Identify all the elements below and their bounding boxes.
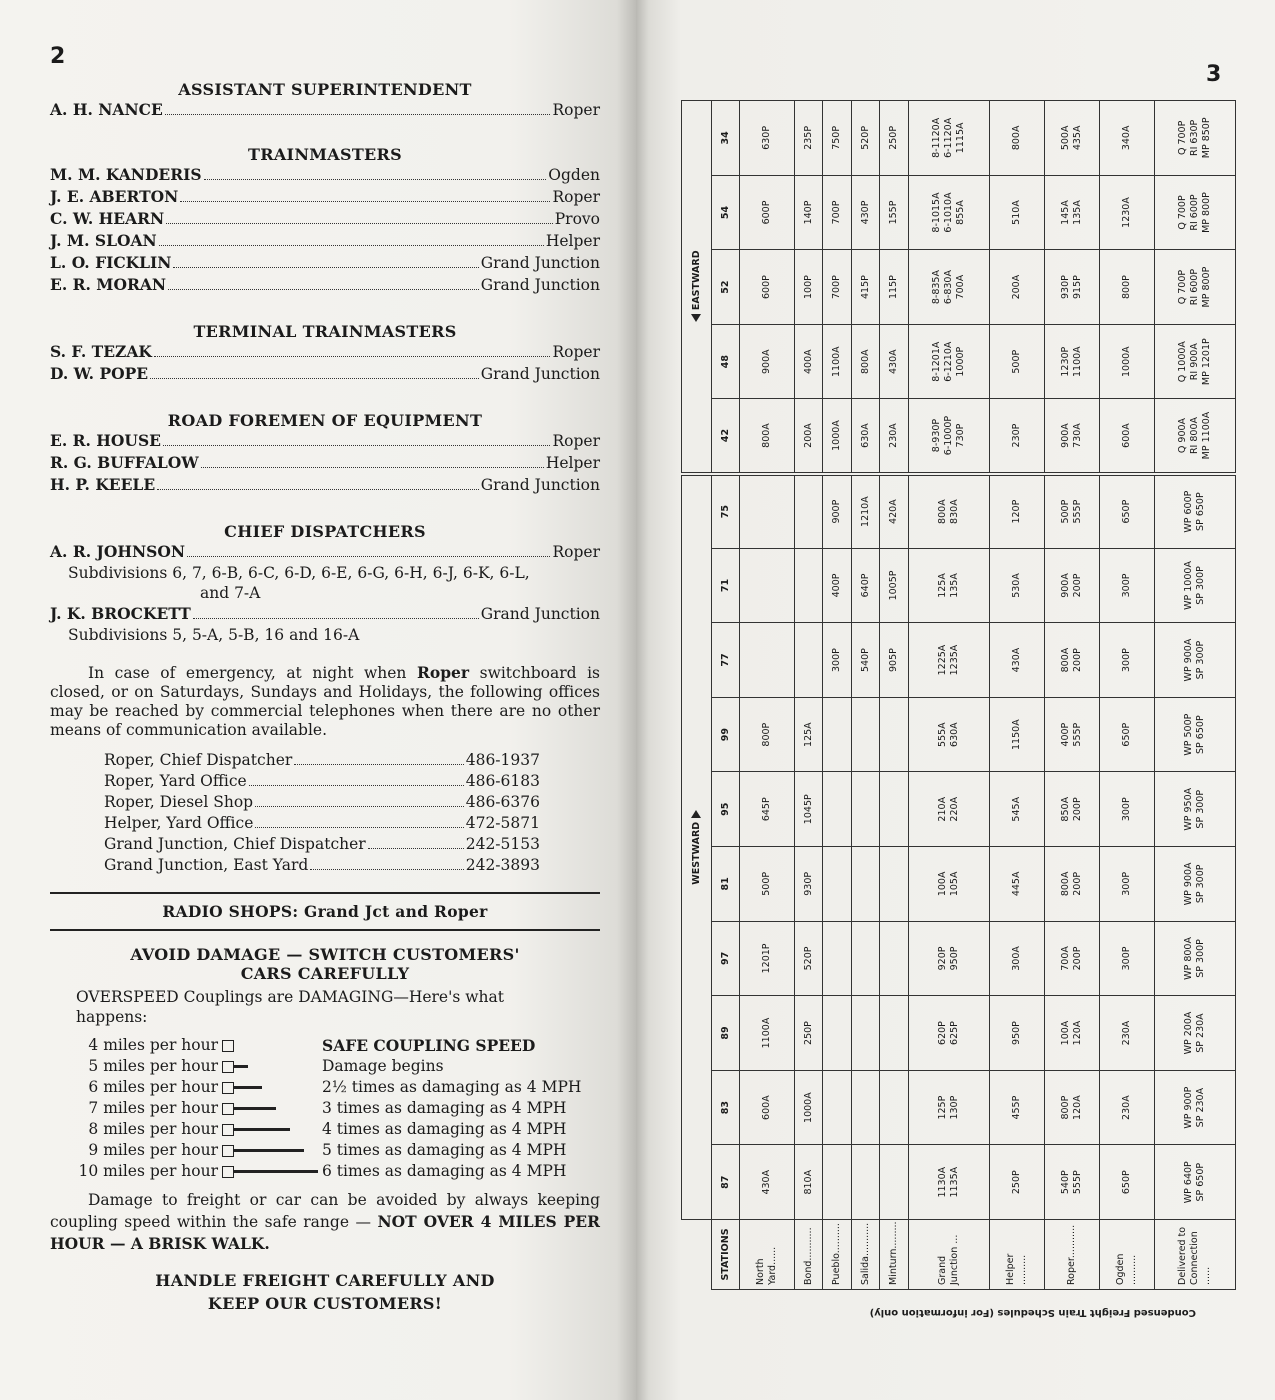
schedule-cell: WP 900A SP 300P: [1154, 847, 1235, 922]
speed-effect: 2½ times as damaging as 4 MPH: [322, 1078, 582, 1096]
directory-row: D. W. POPE Grand Junction: [50, 364, 600, 383]
schedule-cell: 930P: [794, 847, 823, 922]
schedule-cell: [851, 1145, 880, 1220]
schedule-cell: 800A: [740, 399, 795, 474]
damage-bar: [234, 1107, 276, 1110]
schedule-cell: WP 600P SP 650P: [1154, 474, 1235, 549]
schedule-cell: 300P: [1099, 847, 1154, 922]
schedule-cell: 620P 625P: [908, 996, 989, 1071]
schedule-cell: 400A: [794, 324, 823, 399]
schedule-cell: 400P: [823, 548, 852, 623]
westward-header: WESTWARD: [682, 474, 712, 1220]
speed-row: [50, 1077, 600, 1098]
schedule-cell: 640P: [851, 548, 880, 623]
station-name: Grand Junction ...: [908, 1220, 989, 1290]
directory-row: H. P. KEELE Grand Junction: [50, 475, 600, 494]
schedule-cell: 8-1015A 6-1010A 855A: [908, 175, 989, 250]
speed-row: [50, 1056, 600, 1077]
schedule-cell: [880, 697, 909, 772]
schedule-cell: 650P: [1099, 1145, 1154, 1220]
schedule-cell: 900A 200P: [1044, 548, 1099, 623]
schedule-cell: [823, 697, 852, 772]
schedule-cell: 200A: [990, 250, 1045, 325]
damage-bar: [234, 1065, 248, 1068]
schedule-cell: [823, 847, 852, 922]
checkbox-square-icon: [222, 1145, 234, 1157]
schedule-cell: [823, 921, 852, 996]
train-number: 97: [712, 921, 740, 996]
schedule-cell: Q 700P RI 600P MP 800P: [1154, 175, 1235, 250]
radio-shops: RADIO SHOPS: Grand Jct and Roper: [162, 902, 488, 921]
schedule-cell: 800P: [1099, 250, 1154, 325]
stations-header-blank: [682, 1220, 712, 1290]
table-row: [740, 101, 795, 1290]
schedule-cell: 100A 105A: [908, 847, 989, 922]
schedule-cell: 600P: [740, 250, 795, 325]
schedule-cell: [740, 623, 795, 698]
train-number: 42: [712, 399, 740, 474]
schedule-cell: WP 800A SP 300P: [1154, 921, 1235, 996]
damage-bar: [234, 1149, 304, 1152]
phone-row: Roper, Yard Office 486-6183: [104, 772, 540, 790]
schedule-cell: [880, 847, 909, 922]
train-number: 99: [712, 697, 740, 772]
checkbox-square-icon: [222, 1166, 234, 1178]
table-row: [1154, 101, 1235, 1290]
schedule-cell: 155P: [880, 175, 909, 250]
train-number: 81: [712, 847, 740, 922]
schedule-cell: 950P: [990, 996, 1045, 1071]
schedule-cell: 905P: [880, 623, 909, 698]
directory-row: M. M. KANDERIS Ogden: [50, 165, 600, 184]
left-page: [0, 0, 636, 1400]
phone-list: [104, 750, 540, 876]
schedule-cell: 630A: [851, 399, 880, 474]
schedule-cell: 125A 135A: [908, 548, 989, 623]
arrow-right-icon: [691, 810, 701, 818]
schedule-cell: [851, 921, 880, 996]
speed-effect: Damage begins: [322, 1057, 444, 1075]
schedule-cell: 140P: [794, 175, 823, 250]
schedule-cell: 455P: [990, 1070, 1045, 1145]
schedule-cell: 645P: [740, 772, 795, 847]
overspeed-text: OVERSPEED Couplings are DAMAGING—Here's what happens:: [76, 988, 504, 1026]
schedule-cell: 125A: [794, 697, 823, 772]
station-name: Pueblo..........: [823, 1220, 852, 1290]
schedule-cell: [794, 623, 823, 698]
schedule-cell: 650P: [1099, 697, 1154, 772]
table-row: [794, 101, 823, 1290]
phone-row: Helper, Yard Office 472-5871: [104, 814, 540, 832]
schedule-cell: [823, 996, 852, 1071]
schedule-cell: Q 700P RI 630P MP 850P: [1154, 101, 1235, 176]
schedule-cell: 500P: [990, 324, 1045, 399]
speed-label: 7 miles per hour: [88, 1099, 218, 1117]
schedule-cell: WP 500P SP 650P: [1154, 697, 1235, 772]
schedule-cell: 8-930P 6-1000P 730P: [908, 399, 989, 474]
station-name: Ogden ..........: [1099, 1220, 1154, 1290]
station-name: Helper ..........: [990, 1220, 1045, 1290]
schedule-cell: 415P: [851, 250, 880, 325]
station-name: Minturn.........: [880, 1220, 909, 1290]
schedule-cell: 430A: [880, 324, 909, 399]
checkbox-square-icon: [222, 1103, 234, 1115]
speed-row: [50, 1035, 600, 1056]
schedule-cell: 250P: [990, 1145, 1045, 1220]
directory-row: E. R. HOUSE Roper: [50, 431, 600, 450]
schedule-cell: 250P: [794, 996, 823, 1071]
schedule-cell: 700P: [823, 250, 852, 325]
schedule-cell: 850A 200P: [1044, 772, 1099, 847]
schedule-cell: 430A: [740, 1145, 795, 1220]
schedule-cell: WP 200A SP 230A: [1154, 996, 1235, 1071]
schedule-cell: 1100A: [823, 324, 852, 399]
speed-row: [50, 1161, 600, 1182]
train-number: 75: [712, 474, 740, 549]
schedule-cell: [851, 996, 880, 1071]
train-number: 95: [712, 772, 740, 847]
schedule-cell: WP 900A SP 300P: [1154, 623, 1235, 698]
schedule-cell: 230A: [1099, 1070, 1154, 1145]
schedule-cell: [880, 996, 909, 1071]
schedule-cell: 800A 200P: [1044, 623, 1099, 698]
schedule-cell: 900A: [740, 324, 795, 399]
schedule-cell: 300A: [990, 921, 1045, 996]
schedule-cell: 300P: [1099, 548, 1154, 623]
schedule-cell: WP 950A SP 300P: [1154, 772, 1235, 847]
phone-row: Roper, Diesel Shop 486-6376: [104, 793, 540, 811]
schedule-caption-strip: [681, 1298, 1236, 1320]
avoid-damage-title: AVOID DAMAGE — SWITCH CUSTOMERS': [130, 945, 520, 964]
damage-paragraph: Damage to freight or car can be avoided by always keeping coupling speed within the safe range — NOT OVER 4 MILES PER HOUR — A BRISK WALK.: [50, 1191, 600, 1253]
schedule-cell: 800P 120A: [1044, 1070, 1099, 1145]
schedule-cell: 600A: [1099, 399, 1154, 474]
schedule-cell: 600P: [740, 175, 795, 250]
schedule-cell: 430P: [851, 175, 880, 250]
schedule-cell: 920P 950P: [908, 921, 989, 996]
freight-schedule: [681, 100, 1236, 1320]
table-row: [880, 101, 909, 1290]
train-number: 83: [712, 1070, 740, 1145]
directory-row: S. F. TEZAK Roper: [50, 342, 600, 361]
schedule-cell: 800A 200P: [1044, 847, 1099, 922]
table-row: [908, 101, 989, 1290]
schedule-cell: 800A 830A: [908, 474, 989, 549]
stations-header: STATIONS: [712, 1220, 740, 1290]
directory-row: C. W. HEARN Provo: [50, 209, 600, 228]
schedule-cell: 230A: [880, 399, 909, 474]
train-number: 34: [712, 101, 740, 176]
table-row: [1099, 101, 1154, 1290]
schedule-cell: 1000A: [1099, 324, 1154, 399]
schedule-cell: 930P 915P: [1044, 250, 1099, 325]
schedule-cell: 1000A: [794, 1070, 823, 1145]
phone-row: Roper, Chief Dispatcher 486-1937: [104, 751, 540, 769]
schedule-cell: 750P: [823, 101, 852, 176]
schedule-cell: 1130A 1135A: [908, 1145, 989, 1220]
schedule-cell: 1225A 1235A: [908, 623, 989, 698]
schedule-cell: 800A: [851, 324, 880, 399]
right-page: [636, 0, 1275, 1400]
schedule-cell: Q 1000A RI 900A MP 1201P: [1154, 324, 1235, 399]
schedule-cell: 500P 555P: [1044, 474, 1099, 549]
schedule-cell: 145A 135A: [1044, 175, 1099, 250]
schedule-cell: [880, 1145, 909, 1220]
schedule-cell: 230A: [1099, 996, 1154, 1071]
schedule-table: [681, 100, 1236, 1290]
schedule-caption: Condensed Freight Train Schedules (For information only): [869, 1307, 1196, 1318]
schedule-cell: 125P 130P: [908, 1070, 989, 1145]
station-name: Roper...........: [1044, 1220, 1099, 1290]
eastward-header: EASTWARD: [682, 101, 712, 474]
speed-effect: 5 times as damaging as 4 MPH: [322, 1141, 567, 1159]
speed-label: 6 miles per hour: [88, 1078, 218, 1096]
schedule-cell: 300P: [1099, 623, 1154, 698]
speed-row: [50, 1140, 600, 1161]
schedule-cell: 1005P: [880, 548, 909, 623]
page-number-right: 3: [1206, 62, 1222, 87]
train-number: 48: [712, 324, 740, 399]
schedule-cell: 510A: [990, 175, 1045, 250]
phone-row: Grand Junction, East Yard 242-3893: [104, 856, 540, 874]
schedule-cell: 8-1120A 6-1120A 1115A: [908, 101, 989, 176]
schedule-cell: 500A 435A: [1044, 101, 1099, 176]
subdivisions-text: Subdivisions 5, 5-A, 5-B, 16 and 16-A: [68, 626, 360, 644]
schedule-cell: 800P: [740, 697, 795, 772]
schedule-cell: [880, 1070, 909, 1145]
table-row: [851, 101, 880, 1290]
schedule-cell: 1230P 1100A: [1044, 324, 1099, 399]
speed-row: [50, 1119, 600, 1140]
directory-row: J. M. SLOAN Helper: [50, 231, 600, 250]
speed-effect: SAFE COUPLING SPEED: [322, 1036, 536, 1055]
station-name: Salida...........: [851, 1220, 880, 1290]
checkbox-square-icon: [222, 1040, 234, 1052]
phone-row: Grand Junction, Chief Dispatcher 242-5153: [104, 835, 540, 853]
schedule-cell: 650P: [1099, 474, 1154, 549]
arrow-left-icon: [691, 314, 701, 322]
schedule-cell: Q 700P RI 600P MP 800P: [1154, 250, 1235, 325]
schedule-cell: 700P: [823, 175, 852, 250]
speed-label: 5 miles per hour: [88, 1057, 218, 1075]
schedule-cell: 900P: [823, 474, 852, 549]
damage-bar: [234, 1128, 290, 1131]
speed-label: 9 miles per hour: [88, 1141, 218, 1159]
checkbox-square-icon: [222, 1082, 234, 1094]
heading-terminal-trainmasters: TERMINAL TRAINMASTERS: [193, 322, 457, 341]
schedule-cell: 115P: [880, 250, 909, 325]
schedule-cell: Q 900A RI 800A MP 1100A: [1154, 399, 1235, 474]
schedule-cell: [794, 474, 823, 549]
table-row: [990, 101, 1045, 1290]
schedule-cell: [851, 847, 880, 922]
station-name: North Yard......: [740, 1220, 795, 1290]
train-number: 89: [712, 996, 740, 1071]
schedule-cell: [794, 548, 823, 623]
schedule-cell: [880, 772, 909, 847]
emergency-paragraph: In case of emergency, at night when Roper switchboard is closed, or on Saturdays, Sundays and Holidays, the following offices may be reached by commercial telephones when there are no other means of communication available.: [50, 663, 601, 739]
schedule-cell: [823, 1145, 852, 1220]
schedule-cell: 100P: [794, 250, 823, 325]
directory-row: L. O. FICKLIN Grand Junction: [50, 253, 600, 272]
schedule-cell: 800A: [990, 101, 1045, 176]
staff-directory: [50, 80, 600, 1313]
speed-effect: 4 times as damaging as 4 MPH: [322, 1120, 567, 1138]
schedule-cell: 8-835A 6-830A 700A: [908, 250, 989, 325]
handle-freight: HANDLE FREIGHT CAREFULLY AND: [155, 1271, 495, 1290]
schedule-cell: WP 900P SP 230A: [1154, 1070, 1235, 1145]
speed-effect: 6 times as damaging as 4 MPH: [322, 1162, 567, 1180]
schedule-cell: 120P: [990, 474, 1045, 549]
schedule-cell: 540P 555P: [1044, 1145, 1099, 1220]
schedule-cell: 555A 630A: [908, 697, 989, 772]
schedule-cell: 300P: [823, 623, 852, 698]
speed-label: 10 miles per hour: [78, 1162, 218, 1180]
schedule-cell: 210A 220A: [908, 772, 989, 847]
train-number: 77: [712, 623, 740, 698]
damage-bar: [234, 1170, 318, 1173]
speed-label: 4 miles per hour: [88, 1036, 218, 1054]
schedule-cell: 630P: [740, 101, 795, 176]
schedule-cell: 100A 120A: [1044, 996, 1099, 1071]
directory-row: J. E. ABERTON Roper: [50, 187, 600, 206]
checkbox-square-icon: [222, 1124, 234, 1136]
directory-row: E. R. MORAN Grand Junction: [50, 275, 600, 294]
train-number: 87: [712, 1145, 740, 1220]
schedule-cell: [740, 548, 795, 623]
heading-road-foremen: ROAD FOREMEN OF EQUIPMENT: [167, 411, 483, 430]
schedule-cell: 540P: [851, 623, 880, 698]
avoid-damage-title: CARS CAREFULLY: [240, 964, 410, 983]
schedule-cell: 445A: [990, 847, 1045, 922]
schedule-cell: 430A: [990, 623, 1045, 698]
directory-row: J. K. BROCKETT Grand Junction: [50, 604, 600, 623]
schedule-cell: 520P: [851, 101, 880, 176]
table-row: [823, 101, 852, 1290]
schedule-cell: [740, 474, 795, 549]
schedule-cell: 1000A: [823, 399, 852, 474]
station-name: Delivered to Connection ......: [1154, 1220, 1235, 1290]
schedule-cell: WP 640P SP 650P: [1154, 1145, 1235, 1220]
schedule-cell: 340A: [1099, 101, 1154, 176]
heading-trainmasters: TRAINMASTERS: [248, 145, 402, 164]
directory-row: R. G. BUFFALOW Helper: [50, 453, 600, 472]
schedule-cell: 520P: [794, 921, 823, 996]
schedule-cell: 1210A: [851, 474, 880, 549]
schedule-cell: [851, 1070, 880, 1145]
schedule-cell: 235P: [794, 101, 823, 176]
schedule-cell: 1045P: [794, 772, 823, 847]
train-number: 71: [712, 548, 740, 623]
speed-row: [50, 1098, 600, 1119]
station-name: Bond...........: [794, 1220, 823, 1290]
directory-row: A. R. JOHNSON Roper: [50, 542, 600, 561]
page-number-left: 2: [50, 44, 66, 69]
schedule-cell: WP 1000A SP 300P: [1154, 548, 1235, 623]
schedule-cell: [823, 1070, 852, 1145]
train-number: 54: [712, 175, 740, 250]
speed-label: 8 miles per hour: [88, 1120, 218, 1138]
schedule-cell: 810A: [794, 1145, 823, 1220]
checkbox-square-icon: [222, 1061, 234, 1073]
schedule-cell: 1230A: [1099, 175, 1154, 250]
schedule-cell: 420A: [880, 474, 909, 549]
schedule-cell: [880, 921, 909, 996]
heading-chief-dispatchers: CHIEF DISPATCHERS: [224, 522, 426, 541]
schedule-cell: 300P: [1099, 772, 1154, 847]
schedule-cell: 700A 200P: [1044, 921, 1099, 996]
subdivisions-text: Subdivisions 6, 7, 6-B, 6-C, 6-D, 6-E, 6-G, 6-H, 6-J, 6-K, 6-L,: [68, 564, 530, 582]
schedule-cell: 900A 730A: [1044, 399, 1099, 474]
handle-freight: KEEP OUR CUSTOMERS!: [207, 1294, 443, 1313]
schedule-cell: [823, 772, 852, 847]
schedule-cell: 1100A: [740, 996, 795, 1071]
schedule-cell: 400P 555P: [1044, 697, 1099, 772]
train-number: 52: [712, 250, 740, 325]
schedule-cell: 300P: [1099, 921, 1154, 996]
schedule-cell: 8-1201A 6-1210A 1000P: [908, 324, 989, 399]
schedule-cell: 230P: [990, 399, 1045, 474]
schedule-cell: 1201P: [740, 921, 795, 996]
schedule-cell: 500P: [740, 847, 795, 922]
table-row: [1044, 101, 1099, 1290]
subdivisions-text: and 7-A: [200, 584, 261, 602]
speed-effect: 3 times as damaging as 4 MPH: [322, 1099, 567, 1117]
schedule-cell: [851, 772, 880, 847]
speed-list: [50, 1035, 600, 1182]
schedule-cell: 530A: [990, 548, 1045, 623]
directory-row: A. H. NANCE Roper: [50, 100, 600, 119]
freight-schedule-rotated: [681, 100, 1236, 1320]
damage-bar: [234, 1086, 262, 1089]
schedule-cell: 600A: [740, 1070, 795, 1145]
schedule-cell: 200A: [794, 399, 823, 474]
schedule-cell: 545A: [990, 772, 1045, 847]
schedule-cell: 1150A: [990, 697, 1045, 772]
schedule-cell: 250P: [880, 101, 909, 176]
heading-assistant-superintendent: ASSISTANT SUPERINTENDENT: [178, 80, 472, 99]
schedule-cell: [851, 697, 880, 772]
